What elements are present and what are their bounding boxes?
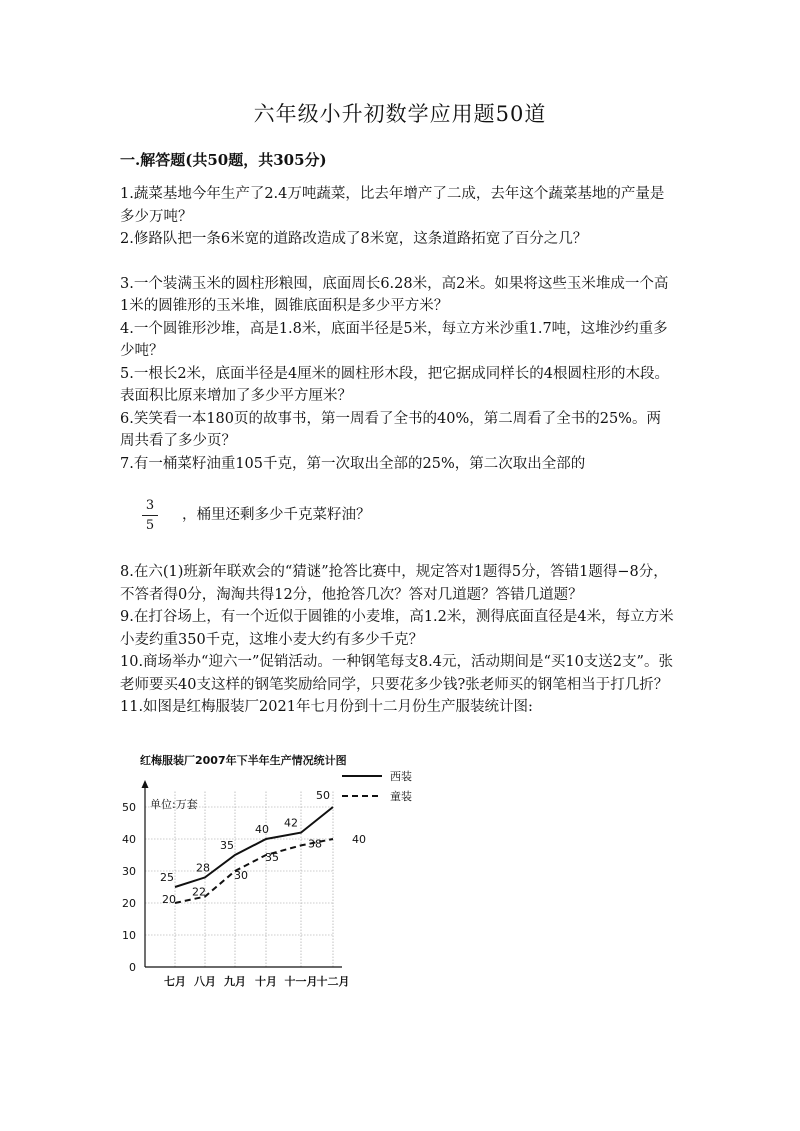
page-title: 六年级小升初数学应用题50道 [253,102,547,126]
y-tick-label: 0 [129,961,136,974]
x-tick-label: 十二月 [316,975,350,988]
y-tick-label: 20 [122,897,136,910]
y-tick-label: 10 [122,929,136,942]
y-axis-arrow [142,780,149,788]
question-list [120,183,675,719]
question-10: 10.商场举办“迎六一”促销活动。一种钢笔每支8.4元，活动期间是“买10支送2支”。张老师要买40支这样的钢笔奖励给同学，只要花多少钱?张老师买的钢笔相当于打几折？ [120,654,673,693]
question-7-tail: ，桶里还剩多少千克菜籽油？ [182,507,371,523]
y-tick-label: 40 [122,833,136,846]
x-tick-label: 十月 [255,975,277,988]
legend-label-tongzhuang: 童装 [390,790,412,803]
question-8: 8.在六(1)班新年联欢会的“猜谜”抢答比赛中，规定答对1题得5分，答错1题得−8分，不答者得0分，淘淘共得12分，他抢答几次？答对几道题？答错几道题？ [120,564,668,603]
y-tick-label: 30 [122,865,136,878]
data-label-tongzhuang: 40 [352,833,366,846]
data-label-xizhuang: 35 [220,839,234,852]
question-7: 7.有一桶菜籽油重105千克，第一次取出全部的25%，第二次取出全部的 [120,455,586,472]
x-tick-label: 八月 [194,975,216,988]
question-7-fraction-line [120,497,675,561]
fraction-numerator: 3 [145,498,155,513]
section-heading: 一.解答题(共50题，共305分) [120,151,327,169]
data-label-tongzhuang: 30 [234,869,248,882]
question-9: 9.在打谷场上，有一个近似于圆锥的小麦堆，高1.2米，测得底面直径是4米，每立方米小麦约重350千克，这堆小麦大约有多少千克？ [120,609,674,648]
question-11: 11.如图是红梅服装厂2021年七月份到十二月份生产服装统计图: [120,699,533,715]
legend-label-xizhuang: 西装 [390,770,412,783]
data-label-xizhuang: 42 [284,816,298,830]
x-tick-label: 九月 [224,975,246,988]
y-tick-label: 50 [122,801,136,814]
production-line-chart [110,746,440,996]
unit-label: 单位:万套 [150,798,198,811]
question-2: 2.修路队把一条6米宽的道路改造成了8米宽，这条道路拓宽了百分之几？ [120,231,588,247]
data-label-tongzhuang: 22 [192,885,206,899]
question-1: 1.蔬菜基地今年生产了2.4万吨蔬菜，比去年增产了二成，去年这个蔬菜基地的产量是多少万吨？ [120,186,665,225]
chart-title: 红梅服装厂2007年下半年生产情况统计图 [140,754,347,767]
chart-svg [110,746,440,996]
data-label-tongzhuang: 35 [265,851,279,864]
data-label-tongzhuang: 20 [162,893,176,906]
data-label-xizhuang: 28 [196,861,210,875]
data-label-xizhuang: 25 [160,871,174,884]
question-3: 3.一个装满玉米的圆柱形粮囤，底面周长6.28米，高2米。如果将这些玉米堆成一个高1米的圆锥形的玉米堆，圆锥底面积是多少平方米？ [120,275,669,314]
question-6: 6.笑笑看一本180页的故事书，第一周看了全书的40%，第二周看了全书的25%。两周共看了多少页？ [120,410,661,449]
data-label-xizhuang: 50 [316,789,330,802]
data-label-tongzhuang: 38 [308,837,322,851]
fraction [142,497,158,534]
fraction-denominator: 5 [145,518,155,533]
question-4: 4.一个圆锥形沙堆，高是1.8米，底面半径是5米，每立方米沙重1.7吨，这堆沙约重多少吨？ [120,320,668,359]
question-5: 5.一根长2米，底面半径是4厘米的圆柱形木段，把它据成同样长的4根圆柱形的木段。表面积比原来增加了多少平方厘米？ [120,365,670,404]
x-tick-label: 十一月 [284,975,318,988]
data-label-xizhuang: 40 [255,823,269,836]
x-tick-label: 七月 [164,975,186,988]
